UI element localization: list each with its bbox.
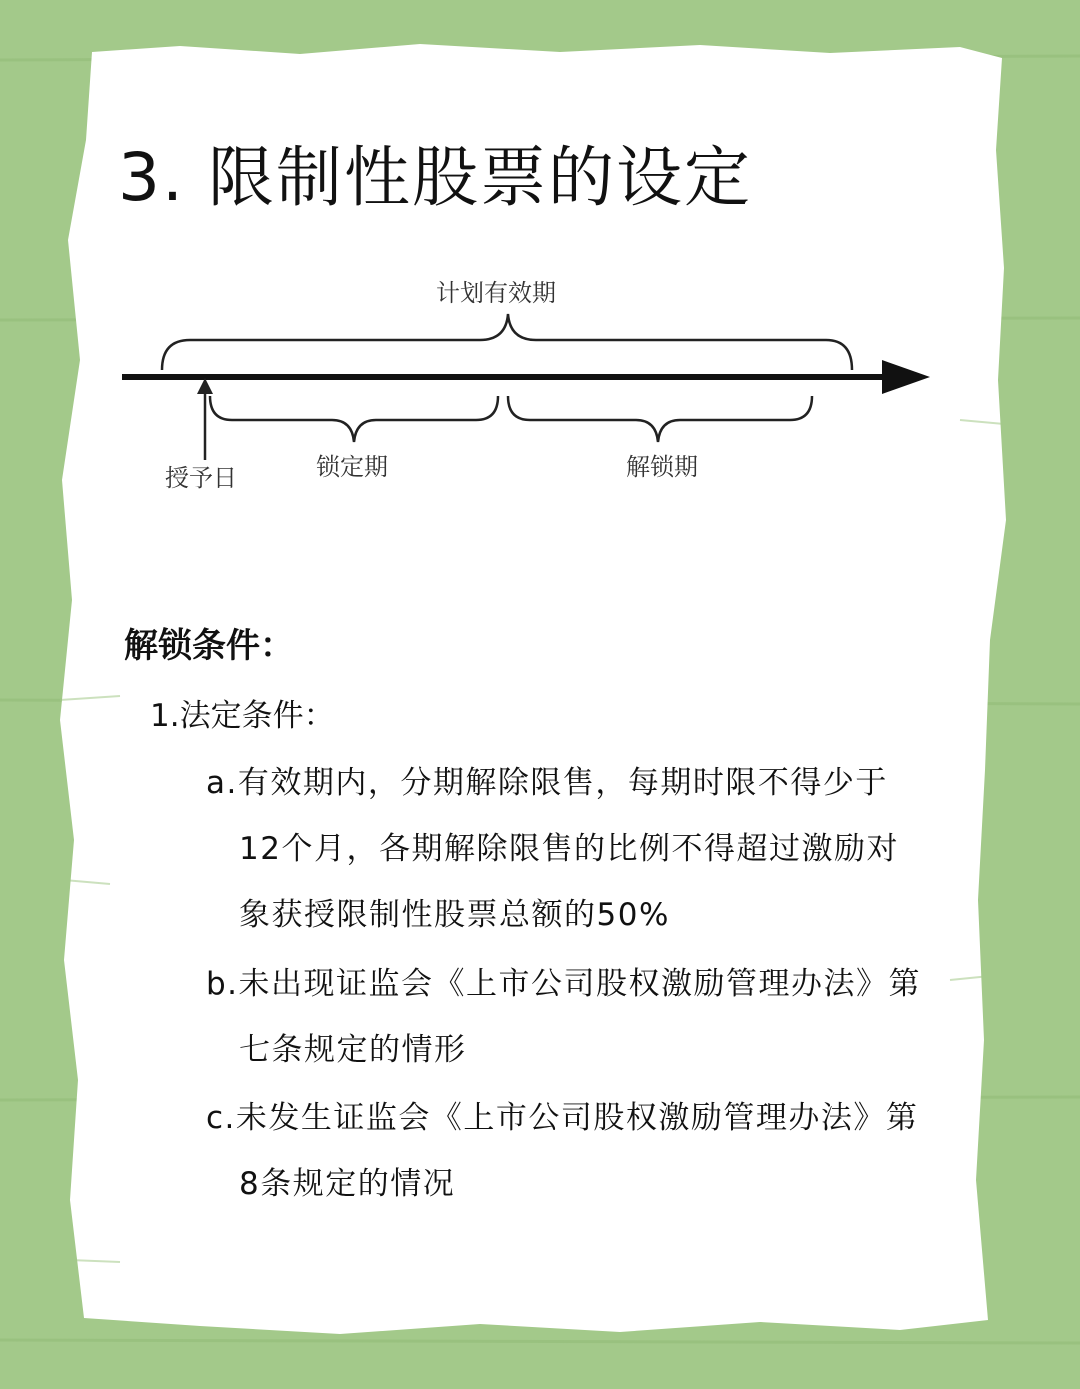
condition-line: 12个月，各期解除限售的比例不得超过激励对 — [239, 831, 899, 867]
condition-item-a — [206, 750, 966, 948]
page-title: 3. 限制性股票的设定 — [118, 139, 752, 216]
condition-line: 七条规定的情形 — [239, 1032, 467, 1068]
condition-item-b — [206, 951, 966, 1083]
grant-date-arrowhead — [197, 378, 213, 394]
unlock-period-label: 解锁期 — [626, 453, 698, 481]
condition-line: a.有效期内，分期解除限售，每期时限不得少于 — [206, 765, 888, 801]
unlock-period-brace — [508, 396, 812, 442]
condition-line: b.未出现证监会《上市公司股权激励管理办法》第 — [206, 966, 922, 1002]
lock-period-label: 锁定期 — [316, 453, 388, 481]
condition-line: c.未发生证监会《上市公司股权激励管理办法》第 — [206, 1100, 919, 1136]
lock-period-brace — [210, 396, 498, 442]
grant-date-label: 授予日 — [165, 464, 237, 492]
plan-validity-brace — [162, 314, 852, 370]
condition-item-c — [206, 1085, 966, 1217]
unlock-conditions-heading: 解锁条件： — [124, 626, 294, 666]
condition-line: 8条规定的情况 — [239, 1166, 456, 1202]
timeline-diagram — [110, 270, 950, 510]
timeline-arrowhead — [882, 360, 930, 394]
legal-conditions-subheading: 1.法定条件： — [150, 698, 335, 734]
plan-validity-label: 计划有效期 — [436, 279, 556, 307]
condition-line: 象获授限制性股票总额的50% — [239, 897, 670, 933]
